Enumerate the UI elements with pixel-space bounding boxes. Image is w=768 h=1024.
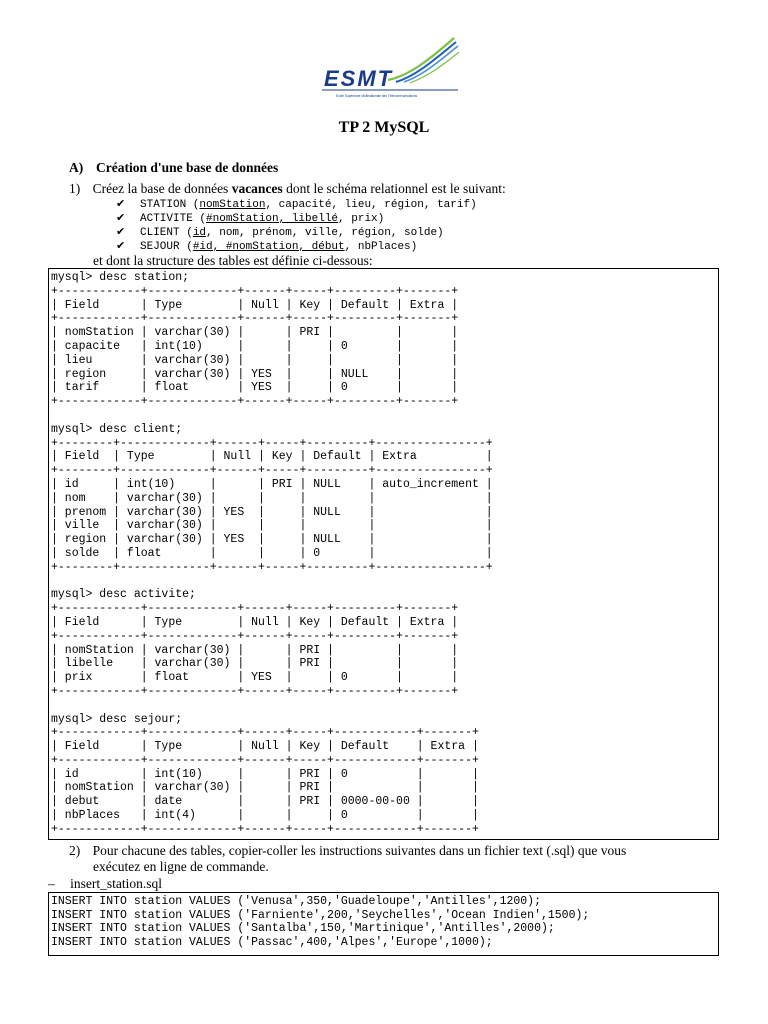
schema-station: ✔ STATION (nomStation, capacité, lieu, région, tarif) — [116, 197, 477, 211]
primary-key: nomStation — [199, 199, 266, 211]
step1-text-after: dont le schéma relationnel est le suivant: — [282, 181, 506, 196]
section-a-label: A) — [69, 160, 84, 175]
step2-number: 2) — [69, 843, 81, 858]
section-a-heading — [69, 160, 278, 176]
step1-db-name: vacances — [231, 181, 283, 196]
primary-key: id — [192, 227, 207, 239]
checkmark-icon: ✔ — [116, 225, 126, 238]
structure-intro: et dont la structure des tables est définie ci-dessous: — [93, 253, 373, 268]
insert-station-code: INSERT INTO station VALUES ('Venusa',350,'Guadeloupe','Antilles',1200); INSERT INTO station VALUES ('Farniente',200,'Seychelles','Ocean Indien',1500); INSERT INTO station VALUES ('Santalba',150,'Martinique','Antilles',2000); INSERT INTO station VALUES ('Passac',400,'Alpes','Europe',1000); — [51, 895, 590, 949]
step2-text-line2: exécutez en ligne de commande. — [93, 859, 269, 874]
file-name: insert_station.sql — [70, 876, 162, 891]
dash-bullet: – — [48, 876, 55, 891]
logo-wordmark: ESMT — [324, 66, 394, 91]
checkmark-icon: ✔ — [116, 239, 126, 252]
desc-tables-box — [48, 268, 719, 840]
step2-line1 — [69, 843, 626, 859]
schema-client: ✔ CLIENT (id, nom, prénom, ville, région, solde) — [116, 225, 444, 239]
esmt-logo — [318, 36, 460, 106]
step2-text-line1: Pour chacune des tables, copier-coller les instructions suivantes dans un fichier text (.sql) que vous — [92, 843, 627, 858]
file-item — [48, 876, 162, 892]
checkmark-icon: ✔ — [116, 197, 126, 210]
step1-text-before: Créez la base de données — [92, 181, 232, 196]
checkmark-icon: ✔ — [116, 211, 126, 224]
primary-key: #id, #nomStation, début — [192, 241, 345, 253]
insert-station-box — [48, 892, 719, 956]
step1-line — [69, 181, 506, 197]
document-title: TP 2 MySQL — [338, 119, 430, 136]
schema-sejour: ✔ SEJOUR (#id, #nomStation, début, nbPlaces) — [116, 239, 418, 253]
schema-activite: ✔ ACTIVITE (#nomStation, libellé, prix) — [116, 211, 385, 225]
step1-number: 1) — [69, 181, 81, 196]
primary-key: #nomStation, libellé — [206, 213, 339, 225]
logo-subtitle: Ecole Supérieure Multinationale des Télécommunications — [336, 94, 418, 98]
section-a-title: Création d'une base de données — [96, 160, 279, 175]
desc-tables-output: mysql> desc station; +------------+-------------+------+-----+---------+-------+ | Field | Type | Null | Key | Default | Extra | +------------+-------------+------+-----+---------+-------+ | nomStation | varchar(30) | | PRI | | | | capacite | int(10) | | | 0 | | | lieu | varchar(30) | | | | | | region | varchar(30) | YES | | NULL | | | tarif | float | YES | | 0 | | +------------+-------------+------+-----+---------+-------+ mysql> desc client; +--------+-------------+------+-----+---------+----------------+ | Field | Type | Null | Key | Default | Extra | +--------+-------------+------+-----+---------+----------------+ | id | int(10) | | PRI | NULL | auto_increment | | nom | varchar(30) | | | | | | prenom | varchar(30) | YES | | NULL | | | ville | varchar(30) | | | | | | region | varchar(30) | YES | | NULL | | | solde | float | | | 0 | | +--------+-------------+------+-----+---------+----------------+ mysql> desc activite; +------------+-------------+------+-----+---------+-------+ | Field | Type | Null | Key | Default | Extra | +------------+-------------+------+-----+---------+-------+ | nomStation | varchar(30) | | PRI | | | | libelle | varchar(30) | | PRI | | | | prix | float | YES | | 0 | | +------------+-------------+------+-----+---------+-------+ mysql> desc sejour; +------------+-------------+------+-----+------------+-------+ | Field | Type | Null | Key | Default | Extra | +------------+-------------+------+-----+------------+-------+ | id | int(10) | | PRI | 0 | | | nomStation | varchar(30) | | PRI | | | | debut | date | | PRI | 0000-00-00 | | | nbPlaces | int(4) | | | 0 | | +------------+-------------+------+-----+------------+-------+ — [51, 271, 493, 836]
